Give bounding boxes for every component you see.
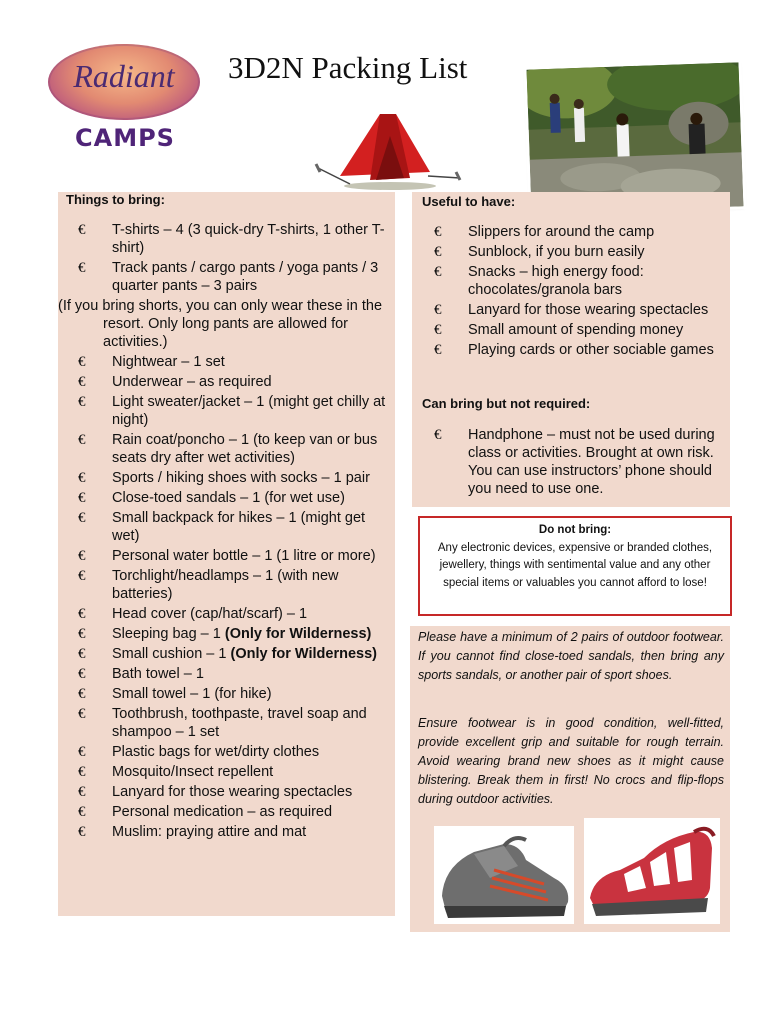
do-not-bring-box	[418, 516, 732, 616]
euro-bullet-icon: €	[78, 222, 86, 238]
tent-illustration	[310, 106, 470, 194]
list-item	[58, 489, 393, 507]
euro-bullet-icon: €	[434, 342, 442, 358]
list-item-text: Track pants / cargo pants / yoga pants / 3 quarter pants – 3 pairs	[112, 260, 379, 294]
euro-bullet-icon: €	[78, 824, 86, 840]
list-item-text: Playing cards or other sociable games	[468, 342, 714, 358]
list-item-text: Underwear – as required	[112, 374, 272, 390]
euro-bullet-icon: €	[78, 490, 86, 506]
euro-bullet-icon: €	[434, 427, 442, 443]
euro-bullet-icon: €	[78, 804, 86, 820]
things-to-bring-panel	[58, 192, 395, 916]
things-to-bring-heading: Things to bring:	[66, 192, 165, 207]
list-item	[58, 645, 393, 663]
euro-bullet-icon: €	[78, 646, 86, 662]
list-item-text: Small cushion – 1	[112, 646, 231, 662]
list-item-text: Rain coat/poncho – 1 (to keep van or bus seats dry after wet activities)	[112, 432, 378, 466]
can-bring-heading: Can bring but not required:	[422, 396, 591, 411]
list-item-text: Sleeping bag – 1	[112, 626, 225, 642]
footwear-note-2: Ensure footwear is in good condition, well-fitted, provide excellent grip and suitable for rough terrain. Avoid wearing brand new shoes as it might cause blistering. Break them in first! No crocs and flip-flops during outdoor activities.	[418, 716, 724, 806]
useful-to-have-panel	[412, 192, 730, 507]
list-item	[58, 685, 393, 703]
list-item	[414, 426, 728, 498]
euro-bullet-icon: €	[78, 548, 86, 564]
euro-bullet-icon: €	[78, 354, 86, 370]
do-not-bring-body: Any electronic devices, expensive or branded clothes, jewellery, things with sentimental value and any other special items or valuables you cannot afford to lose!	[437, 541, 713, 589]
list-item-text: Lanyard for those wearing spectacles	[112, 784, 353, 800]
list-item-bold-text: (Only for Wilderness)	[224, 626, 372, 642]
euro-bullet-icon: €	[78, 394, 86, 410]
list-item-text: Torchlight/headlamps – 1 (with new batteries)	[112, 568, 339, 602]
list-item-text: Plastic bags for wet/dirty clothes	[112, 744, 320, 760]
list-item-text: Muslim: praying attire and mat	[112, 824, 307, 840]
list-item	[58, 783, 393, 801]
list-item-text: Lanyard for those wearing spectacles	[468, 302, 709, 318]
list-item	[58, 469, 393, 487]
useful-to-have-list	[414, 223, 728, 361]
euro-bullet-icon: €	[434, 244, 442, 260]
list-note-text: (If you bring shorts, you can only wear these in the resort. Only long pants are allowed for activities.)	[58, 298, 383, 350]
list-note	[58, 297, 393, 351]
logo-wordmark: Radiant	[73, 58, 175, 94]
list-item	[414, 301, 728, 319]
list-item-text: Personal water bottle – 1 (1 litre or more)	[112, 548, 376, 564]
list-item	[414, 263, 728, 299]
list-item	[58, 625, 393, 643]
euro-bullet-icon: €	[78, 764, 86, 780]
list-item-text: Close-toed sandals – 1 (for wet use)	[112, 490, 345, 506]
list-item-text: Sports / hiking shoes with socks – 1 pair	[112, 470, 370, 486]
list-item	[58, 353, 393, 371]
list-item-text: Handphone – must not be used during class or activities. Brought at own risk. You can use instructors’ phone should you need to use one.	[468, 427, 715, 497]
list-item-text: Bath towel – 1	[112, 666, 204, 682]
list-item	[58, 431, 393, 467]
list-item	[414, 223, 728, 241]
list-item	[58, 547, 393, 565]
list-item-text: Sunblock, if you burn easily	[468, 244, 645, 260]
euro-bullet-icon: €	[434, 322, 442, 338]
list-item-text: Small backpack for hikes – 1 (might get wet)	[112, 510, 366, 544]
list-item-text: Toothbrush, toothpaste, travel soap and shampoo – 1 set	[112, 706, 367, 740]
euro-bullet-icon: €	[78, 666, 86, 682]
sports-sandal-image	[584, 818, 720, 924]
list-item	[58, 743, 393, 761]
euro-bullet-icon: €	[78, 626, 86, 642]
euro-bullet-icon: €	[434, 302, 442, 318]
list-item-bold-text: (Only for Wilderness)	[230, 646, 377, 662]
page-title: 3D2N Packing List	[228, 50, 468, 85]
list-item	[58, 509, 393, 545]
list-item-text: Mosquito/Insect repellent	[112, 764, 274, 780]
euro-bullet-icon: €	[78, 686, 86, 702]
list-item	[414, 243, 728, 261]
euro-bullet-icon: €	[78, 510, 86, 526]
list-item	[58, 705, 393, 741]
logo-subtitle: CAMPS	[75, 124, 175, 152]
euro-bullet-icon: €	[78, 706, 86, 722]
list-item	[58, 373, 393, 391]
list-item-text: Nightwear – 1 set	[112, 354, 225, 370]
list-item	[414, 341, 728, 359]
camp-photo	[527, 62, 744, 213]
euro-bullet-icon: €	[434, 264, 442, 280]
euro-bullet-icon: €	[78, 744, 86, 760]
footwear-note-1: Please have a minimum of 2 pairs of outdoor footwear. If you cannot find close-toed sandals, then bring any sports sandals, or another pair of sport shoes.	[418, 630, 724, 682]
euro-bullet-icon: €	[78, 568, 86, 584]
list-item-text: Slippers for around the camp	[468, 224, 655, 240]
list-item	[58, 259, 393, 295]
list-item	[58, 763, 393, 781]
list-item	[58, 803, 393, 821]
euro-bullet-icon: €	[78, 784, 86, 800]
euro-bullet-icon: €	[78, 606, 86, 622]
useful-to-have-heading: Useful to have:	[422, 194, 516, 209]
list-item-text: Small amount of spending money	[468, 322, 684, 338]
list-item	[58, 823, 393, 841]
list-item-text: Snacks – high energy food: chocolates/granola bars	[468, 264, 644, 298]
can-bring-list	[414, 426, 728, 500]
things-to-bring-list	[58, 221, 393, 843]
euro-bullet-icon: €	[78, 470, 86, 486]
list-item-text: Head cover (cap/hat/scarf) – 1	[112, 606, 308, 622]
list-item-text: T-shirts – 4 (3 quick-dry T-shirts, 1 other T-shirt)	[112, 222, 385, 256]
list-item	[58, 567, 393, 603]
list-item-text: Light sweater/jacket – 1 (might get chilly at night)	[112, 394, 386, 428]
list-item	[58, 393, 393, 429]
euro-bullet-icon: €	[434, 224, 442, 240]
list-item-text: Small towel – 1 (for hike)	[112, 686, 272, 702]
list-item	[58, 221, 393, 257]
do-not-bring-title: Do not bring:	[538, 524, 612, 536]
euro-bullet-icon: €	[78, 432, 86, 448]
hiking-shoe-image	[434, 826, 574, 924]
euro-bullet-icon: €	[78, 374, 86, 390]
list-item	[58, 665, 393, 683]
list-item-text: Personal medication – as required	[112, 804, 333, 820]
list-item	[58, 605, 393, 623]
euro-bullet-icon: €	[78, 260, 86, 276]
list-item	[414, 321, 728, 339]
